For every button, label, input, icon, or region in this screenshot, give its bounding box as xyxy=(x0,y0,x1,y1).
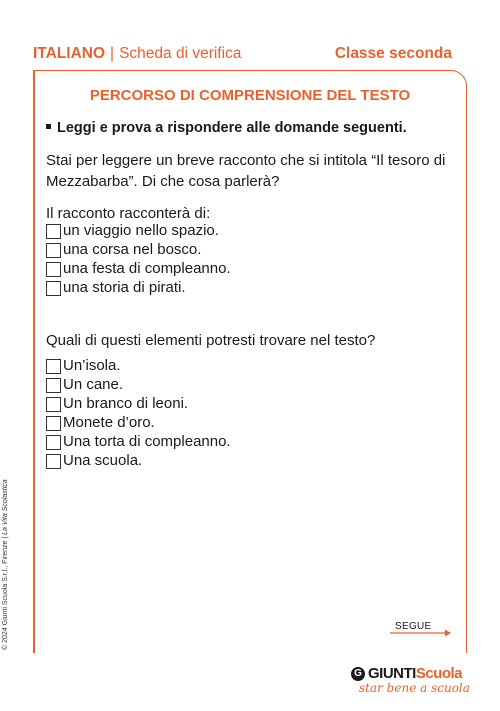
q2-option[interactable] xyxy=(46,433,231,451)
magazine-name: La Vita Scolastica xyxy=(2,479,9,535)
instruction xyxy=(46,120,407,136)
copyright-vertical xyxy=(2,410,9,650)
q1-option[interactable] xyxy=(46,222,219,240)
q1-option[interactable] xyxy=(46,241,201,259)
option-label: Una scuola. xyxy=(63,452,143,469)
option-label: Un’isola. xyxy=(63,357,121,374)
publisher-logo xyxy=(351,665,462,682)
option-label: una storia di pirati. xyxy=(63,279,186,296)
intro-text: Stai per leggere un breve racconto che si intitola “Il tesoro di Mezzabarba”. Di che cosa parlerà? xyxy=(46,152,446,190)
option-label: Una torta di compleanno. xyxy=(63,433,231,450)
giunti-logo-icon: G xyxy=(351,667,365,681)
option-label: una festa di compleanno. xyxy=(63,260,231,277)
checkbox[interactable] xyxy=(46,378,61,393)
checkbox[interactable] xyxy=(46,359,61,374)
q2-option[interactable] xyxy=(46,414,155,432)
q2-option[interactable] xyxy=(46,376,123,394)
q2-option[interactable] xyxy=(46,395,188,413)
grade-label: Classe seconda xyxy=(334,45,452,62)
brand-name-part2: Scuola xyxy=(415,665,463,682)
brand-tagline: star bene a scuola xyxy=(359,681,470,695)
sheet-type: Scheda di verifica xyxy=(119,45,242,62)
question-2-prompt: Quali di questi elementi potresti trovare nel testo? xyxy=(46,332,376,349)
question-1-prompt: Il racconto racconterà di: xyxy=(46,205,211,222)
checkbox[interactable] xyxy=(46,397,61,412)
checkbox[interactable] xyxy=(46,435,61,450)
checkbox[interactable] xyxy=(46,416,61,431)
header-separator: | xyxy=(110,45,115,62)
q1-option[interactable] xyxy=(46,279,186,297)
arrow-right-icon xyxy=(390,628,452,638)
q1-option[interactable] xyxy=(46,260,231,278)
option-label: un viaggio nello spazio. xyxy=(63,222,219,239)
header-subject xyxy=(33,45,241,63)
checkbox[interactable] xyxy=(46,281,61,296)
option-label: Monete d’oro. xyxy=(63,414,155,431)
q2-option[interactable] xyxy=(46,452,142,470)
content-frame-left xyxy=(33,70,35,653)
checkbox[interactable] xyxy=(46,454,61,469)
page-title: PERCORSO DI COMPRENSIONE DEL TESTO xyxy=(89,87,411,104)
copyright-text: © 2024 Giunti Scuola S.r.l., Firenze | xyxy=(2,536,9,650)
option-label: una corsa nel bosco. xyxy=(63,241,202,258)
checkbox[interactable] xyxy=(46,262,61,277)
subject-label: ITALIANO xyxy=(33,45,106,62)
bullet-icon xyxy=(46,124,51,129)
brand-name-part1: GIUNTI xyxy=(368,665,416,682)
q2-option[interactable] xyxy=(46,357,121,375)
option-label: Un branco di leoni. xyxy=(63,395,189,412)
continue-label[interactable]: SEGUE xyxy=(395,621,432,632)
option-label: Un cane. xyxy=(63,376,124,393)
checkbox[interactable] xyxy=(46,224,61,239)
instruction-text: Leggi e prova a rispondere alle domande seguenti. xyxy=(57,120,407,136)
checkbox[interactable] xyxy=(46,243,61,258)
